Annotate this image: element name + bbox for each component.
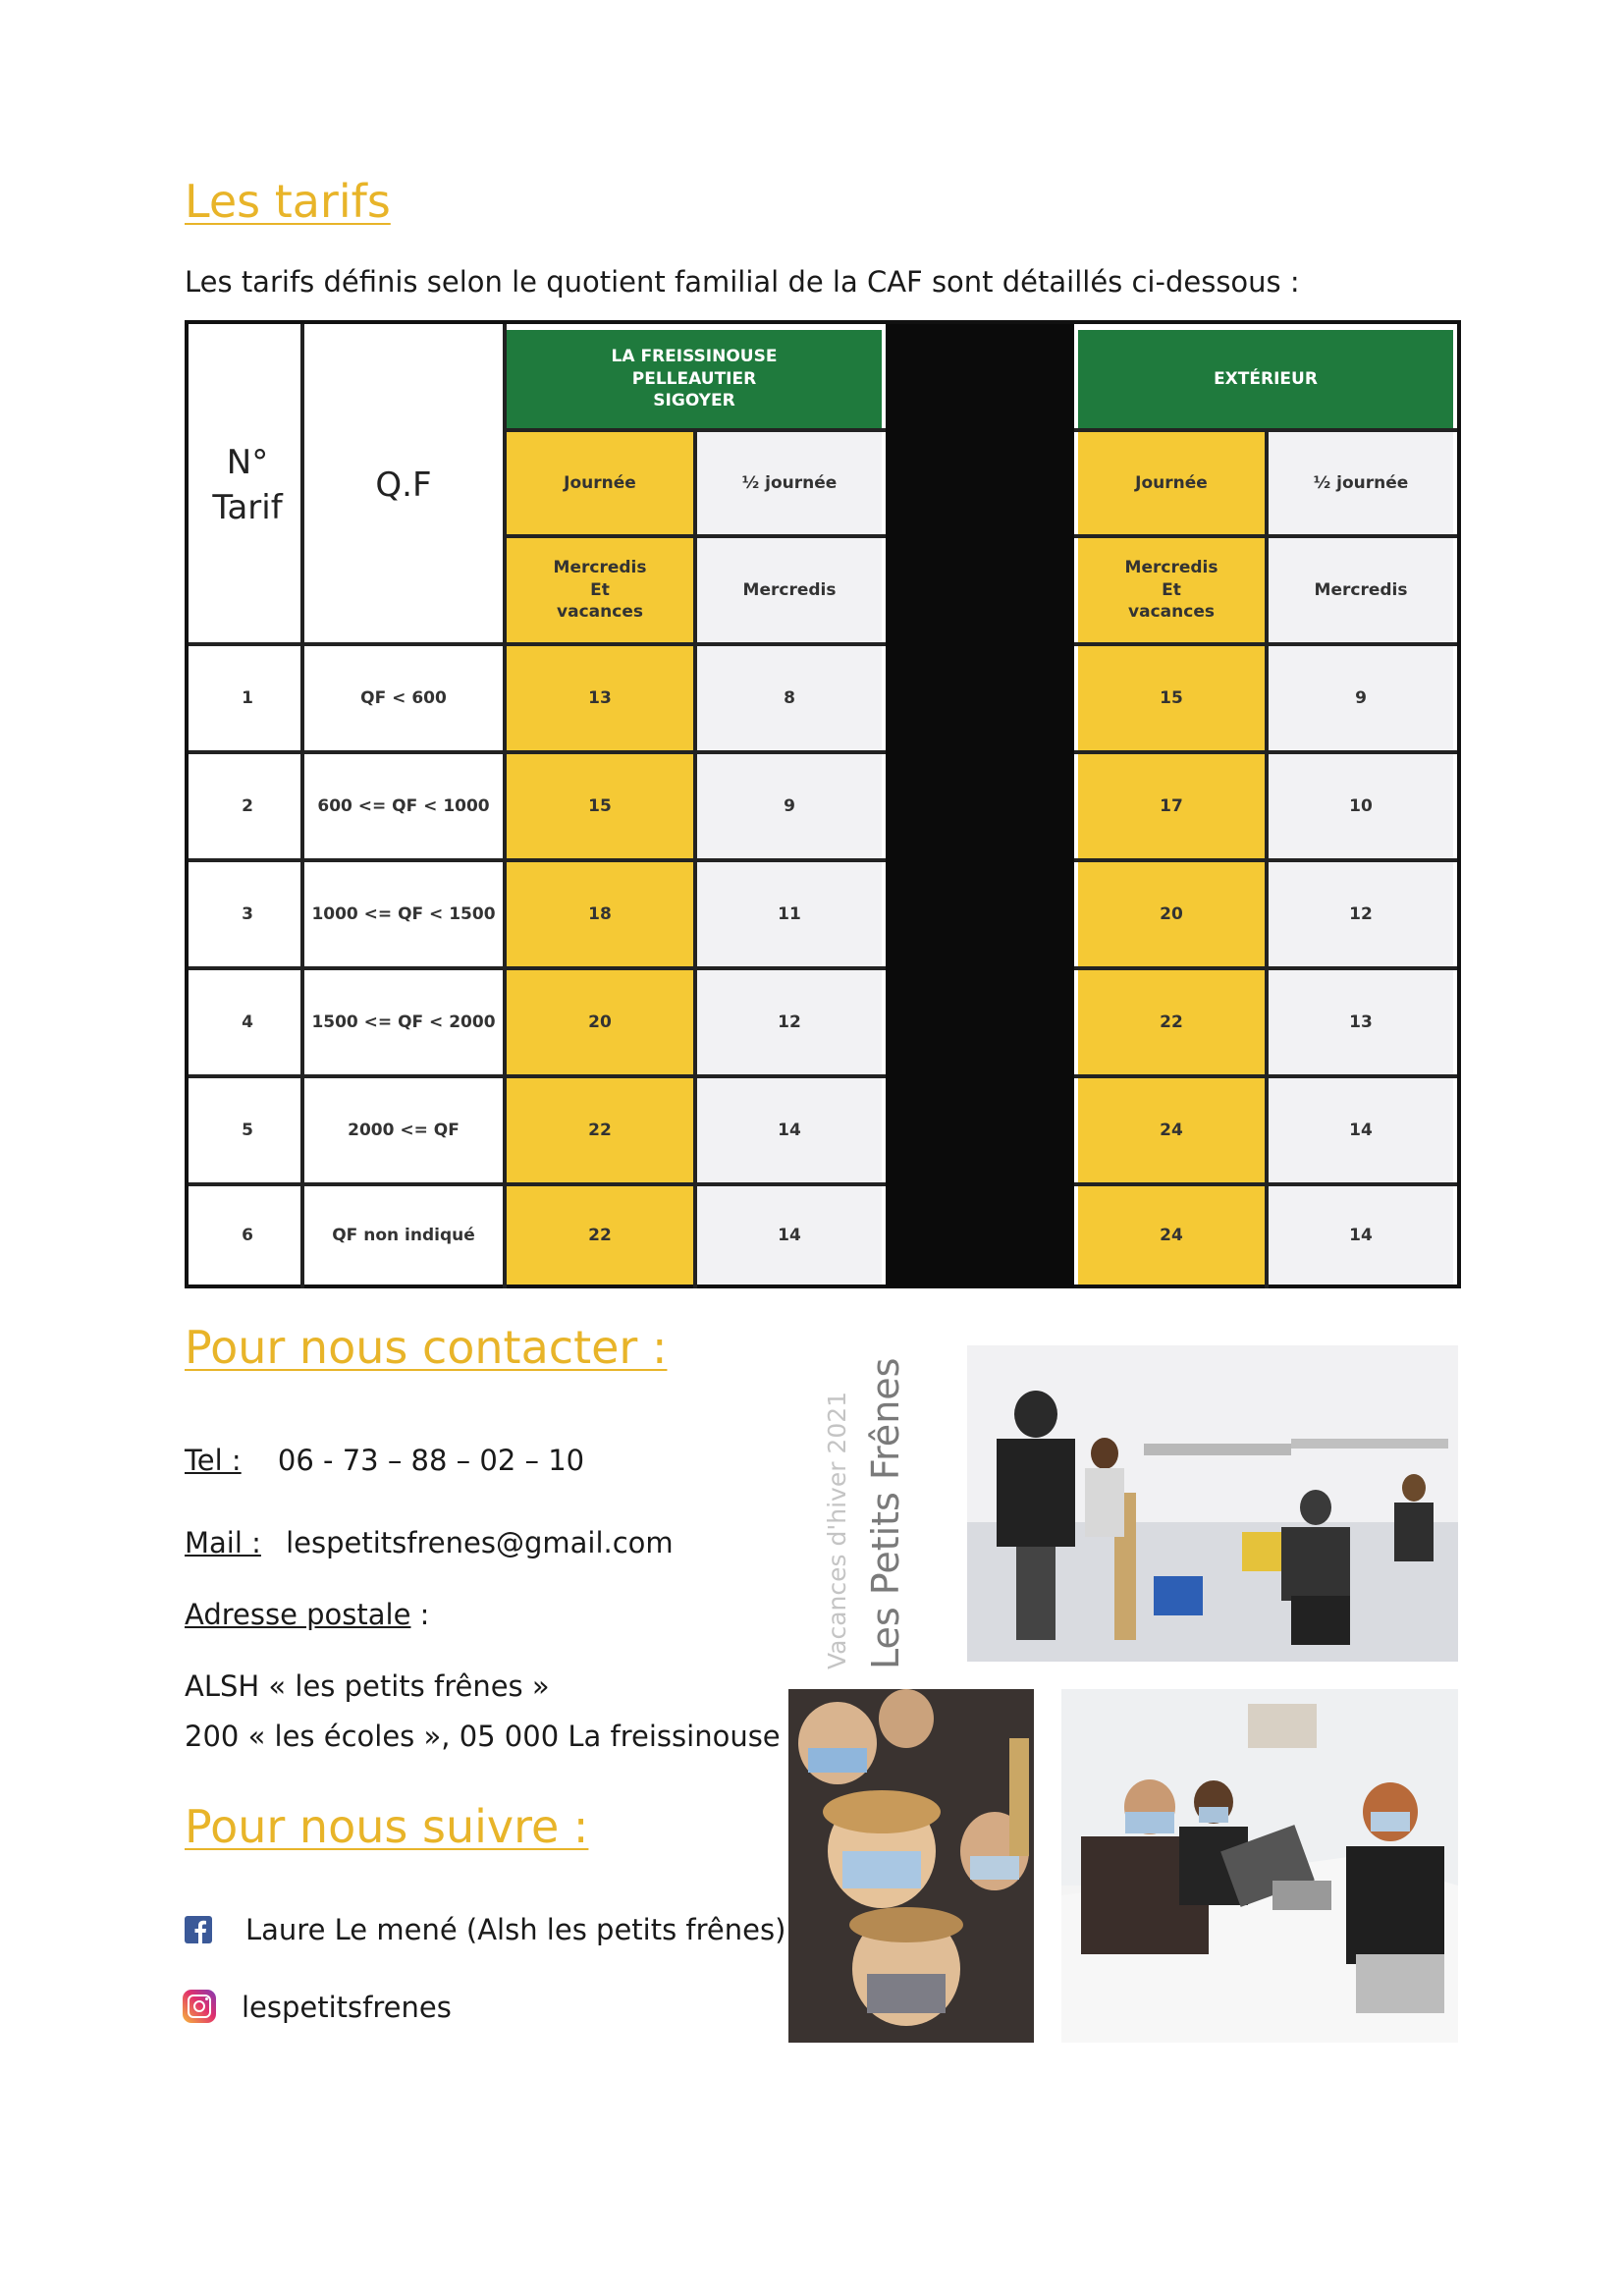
- instagram-text[interactable]: lespetitsfrenes: [242, 1991, 452, 2024]
- address-line-2: 200 « les écoles », 05 000 La freissinouse: [185, 1720, 781, 1753]
- row-ext-journee: 15: [1078, 646, 1265, 750]
- grid-line: [189, 750, 886, 754]
- row-tarif: 5: [194, 1078, 300, 1182]
- grid-line: [1074, 966, 1457, 970]
- grid-line: [1074, 428, 1457, 432]
- grid-line: [300, 324, 304, 1288]
- photo-classroom: [967, 1345, 1458, 1662]
- mail-label: Mail :: [185, 1526, 261, 1559]
- row-local-journee: 15: [507, 754, 693, 858]
- row-tarif: 3: [194, 862, 300, 966]
- row-qf: 1000 <= QF < 1500: [304, 862, 503, 966]
- row-local-journee: 20: [507, 970, 693, 1074]
- row-local-demi: 12: [697, 970, 882, 1074]
- photo-kids-table: [1061, 1689, 1458, 2043]
- row-ext-demi: 10: [1269, 754, 1453, 858]
- header-tarif-label: N° Tarif: [212, 443, 283, 527]
- row-ext-demi: 13: [1269, 970, 1453, 1074]
- row-tarif: 4: [194, 970, 300, 1074]
- row-qf: QF non indiqué: [304, 1186, 503, 1285]
- address-line-1: ALSH « les petits frênes »: [185, 1669, 550, 1703]
- row-local-journee: 22: [507, 1078, 693, 1182]
- row-local-journee: 18: [507, 862, 693, 966]
- address-heading-line: [185, 1598, 429, 1631]
- row-qf: 600 <= QF < 1000: [304, 754, 503, 858]
- grid-line: [189, 858, 886, 862]
- row-tarif: 1: [194, 646, 300, 750]
- grid-line: [1074, 1074, 1457, 1078]
- sub-local-journee: Journée: [507, 432, 693, 534]
- row-ext-journee: 24: [1078, 1078, 1265, 1182]
- grid-line: [1074, 750, 1457, 754]
- sub-local-demi: ½ journée: [697, 432, 882, 534]
- grid-line: [1074, 534, 1457, 538]
- sub-ext-mercredis-vacances: Mercredis Et vacances: [1078, 538, 1265, 642]
- group-exterieur: EXTÉRIEUR: [1078, 330, 1453, 428]
- sub-ext-mercredis: Mercredis: [1269, 538, 1453, 642]
- header-qf: Q.F: [304, 330, 503, 642]
- header-tarif: [194, 330, 300, 642]
- mail-line: [185, 1526, 674, 1559]
- row-ext-demi: 12: [1269, 862, 1453, 966]
- black-divider: [886, 324, 1074, 1288]
- row-local-journee: 22: [507, 1186, 693, 1285]
- grid-line: [189, 642, 886, 646]
- row-ext-journee: 20: [1078, 862, 1265, 966]
- tariff-table: [185, 320, 1461, 1288]
- photo-kids-closeup: [788, 1689, 1034, 2043]
- row-ext-demi: 14: [1269, 1186, 1453, 1285]
- row-qf: 2000 <= QF: [304, 1078, 503, 1182]
- row-local-demi: 8: [697, 646, 882, 750]
- sub-ext-journee: Journée: [1078, 432, 1265, 534]
- tarifs-intro: Les tarifs définis selon le quotient familial de la CAF sont détaillés ci-dessous :: [185, 265, 1300, 299]
- tarifs-heading: Les tarifs: [185, 175, 391, 228]
- side-title: Les Petits Frênes: [864, 1357, 907, 1669]
- sub-ext-demi: ½ journée: [1269, 432, 1453, 534]
- address-suffix: :: [410, 1598, 430, 1631]
- grid-line: [1074, 858, 1457, 862]
- sub-local-mercredis: Mercredis: [697, 538, 882, 642]
- grid-line: [503, 534, 886, 538]
- grid-line: [189, 1182, 886, 1186]
- row-qf: QF < 600: [304, 646, 503, 750]
- row-ext-demi: 14: [1269, 1078, 1453, 1182]
- row-tarif: 2: [194, 754, 300, 858]
- mail-value[interactable]: lespetitsfrenes@gmail.com: [286, 1526, 674, 1559]
- grid-line: [503, 428, 886, 432]
- tel-label: Tel :: [185, 1444, 242, 1477]
- address-label: Adresse postale: [185, 1598, 411, 1631]
- row-local-journee: 13: [507, 646, 693, 750]
- facebook-text[interactable]: Laure Le mené (Alsh les petits frênes): [245, 1913, 786, 1946]
- contact-heading: Pour nous contacter :: [185, 1321, 668, 1374]
- row-local-demi: 14: [697, 1186, 882, 1285]
- side-subtitle: Vacances d'hiver 2021: [823, 1391, 851, 1669]
- row-qf: 1500 <= QF < 2000: [304, 970, 503, 1074]
- row-local-demi: 14: [697, 1078, 882, 1182]
- grid-line: [1074, 642, 1457, 646]
- grid-line: [189, 966, 886, 970]
- tel-value[interactable]: 06 - 73 – 88 – 02 – 10: [277, 1444, 585, 1477]
- row-ext-journee: 22: [1078, 970, 1265, 1074]
- grid-line: [189, 1074, 886, 1078]
- facebook-icon[interactable]: [185, 1916, 212, 1943]
- row-tarif: 6: [194, 1186, 300, 1285]
- row-local-demi: 11: [697, 862, 882, 966]
- row-local-demi: 9: [697, 754, 882, 858]
- row-ext-journee: 17: [1078, 754, 1265, 858]
- tel-line: [185, 1444, 584, 1477]
- row-ext-demi: 9: [1269, 646, 1453, 750]
- sub-local-mercredis-vacances: Mercredis Et vacances: [507, 538, 693, 642]
- grid-line: [503, 324, 507, 1288]
- grid-line: [1074, 1182, 1457, 1186]
- instagram-icon[interactable]: [183, 1990, 216, 2023]
- group-local: LA FREISSINOUSE PELLEAUTIER SIGOYER: [507, 330, 882, 428]
- follow-heading: Pour nous suivre :: [185, 1800, 589, 1853]
- row-ext-journee: 24: [1078, 1186, 1265, 1285]
